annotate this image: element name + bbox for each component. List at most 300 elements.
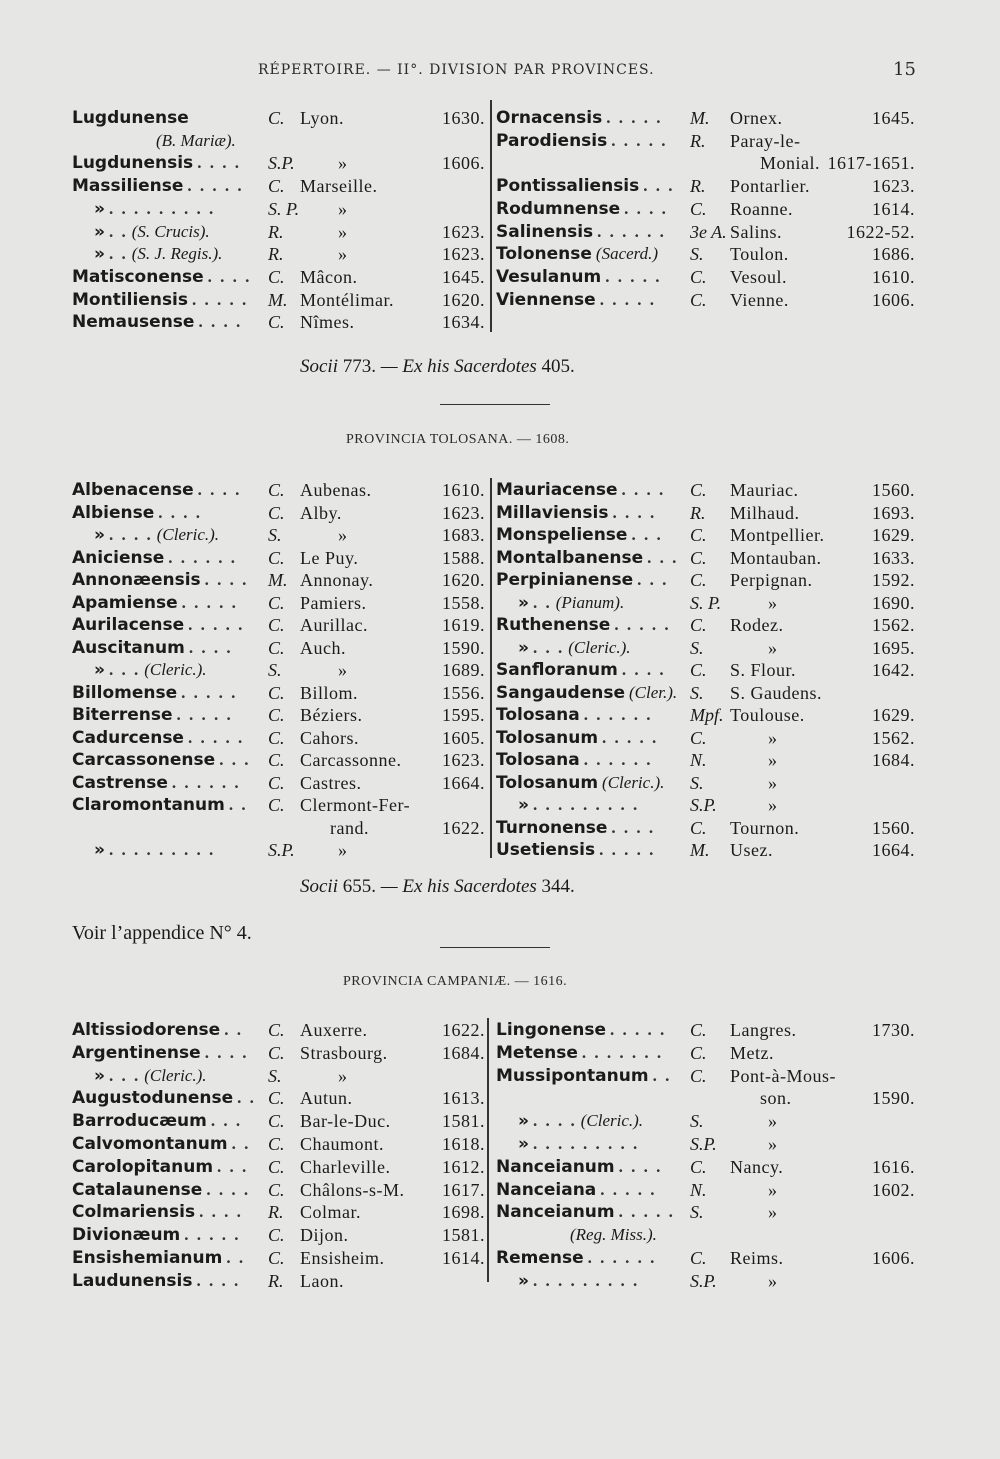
entry-type: C. bbox=[690, 615, 707, 635]
leader-dots: . . . . bbox=[621, 480, 666, 499]
entry-city: » bbox=[338, 198, 348, 219]
entry-row bbox=[0, 1223, 1000, 1247]
entry-city: Pont-à-Mous- bbox=[730, 1065, 836, 1086]
entry-city: Lyon. bbox=[300, 108, 345, 128]
entry-row bbox=[0, 613, 1000, 637]
leader-dots: . . bbox=[224, 1020, 243, 1039]
page-number: 15 bbox=[893, 59, 916, 80]
entry-city: Laon. bbox=[300, 1270, 344, 1291]
entry-name: Lugdunense bbox=[72, 108, 189, 128]
leader-dots: . . . . . bbox=[618, 1202, 675, 1222]
entry-name: Auscitanum . . . . bbox=[72, 637, 233, 658]
entry-name: » . . . (Cleric.). bbox=[518, 637, 631, 658]
entry-name: Apamiense . . . . . bbox=[72, 592, 238, 613]
entry-year: 1562. bbox=[872, 615, 915, 635]
entry-year: 1642. bbox=[872, 660, 915, 680]
entry-city: » bbox=[338, 660, 348, 680]
entry-name: » . . . (Cleric.). bbox=[94, 1065, 207, 1086]
entry-city: Dijon. bbox=[300, 1225, 349, 1246]
entry-name: Monspeliense . . . bbox=[496, 525, 663, 545]
leader-dots: . . . . . . . . . bbox=[108, 840, 216, 859]
entry-type: M. bbox=[690, 840, 710, 860]
entry-type: C. bbox=[268, 1042, 285, 1063]
entry-note: (Sacerd.) bbox=[595, 244, 659, 264]
entry-year: 1695. bbox=[872, 637, 915, 658]
column-divider bbox=[490, 100, 492, 332]
entry-type: C. bbox=[690, 525, 707, 545]
entry-name: Mussipontanum . . bbox=[496, 1065, 672, 1086]
entry-name: » . . (S. J. Regis.). bbox=[94, 244, 223, 265]
entry-city: son. bbox=[760, 1088, 792, 1109]
entry-year: 1558. bbox=[442, 592, 485, 613]
leader-dots: . . . . . bbox=[187, 727, 245, 747]
entry-name: Lugdunensis . . . . bbox=[72, 153, 241, 174]
entry-city: Aubenas. bbox=[300, 480, 372, 500]
entry-city: Montélimar. bbox=[300, 289, 394, 310]
entry-row bbox=[0, 1086, 1000, 1110]
entry-type: R. bbox=[268, 221, 284, 242]
leader-dots: . . bbox=[228, 795, 248, 814]
entry-year: 1623. bbox=[872, 176, 915, 197]
entry-city: Annonay. bbox=[300, 570, 374, 590]
leader-dots: . . bbox=[237, 1088, 256, 1108]
entry-year: 1590. bbox=[872, 1088, 915, 1109]
leader-dots: . . . . . . bbox=[597, 221, 666, 241]
entry-row bbox=[0, 591, 1000, 615]
entry-city: » bbox=[768, 637, 778, 658]
entry-type: S. bbox=[690, 1111, 704, 1132]
entry-row bbox=[0, 1064, 1000, 1088]
entry-row bbox=[0, 1041, 1000, 1065]
leader-dots: . . . . bbox=[199, 1202, 243, 1222]
leader-dots: . . . . . bbox=[181, 592, 238, 612]
entry-row bbox=[0, 197, 1000, 221]
entry-year: 1562. bbox=[872, 727, 915, 748]
entry-city: » bbox=[768, 1202, 778, 1223]
entry-note: (Cleric.). bbox=[144, 1065, 207, 1085]
entry-year: 1595. bbox=[442, 705, 485, 725]
entry-year: 1629. bbox=[872, 525, 915, 545]
entry-year: 1617. bbox=[442, 1179, 485, 1200]
leader-dots: . . . bbox=[210, 1111, 243, 1131]
entry-year: 1634. bbox=[442, 312, 485, 333]
entry-city: Le Puy. bbox=[300, 547, 359, 568]
entry-name: Montiliensis . . . . . bbox=[72, 289, 249, 310]
leader-dots: . . . . bbox=[624, 198, 668, 218]
entry-type: S. bbox=[690, 772, 704, 793]
entry-name: Metense . . . . . . . bbox=[496, 1042, 664, 1063]
entry-city: » bbox=[338, 525, 348, 545]
entry-type: S.P. bbox=[690, 1270, 717, 1291]
entry-name: Claromontanum . . bbox=[72, 795, 248, 815]
entry-name: Massiliense . . . . . bbox=[72, 176, 244, 197]
entry-type: C. bbox=[268, 795, 285, 815]
entry-row bbox=[0, 478, 1000, 502]
entry-name: Ornacensis . . . . . bbox=[496, 108, 663, 128]
entry-city: Ensisheim. bbox=[300, 1248, 385, 1268]
entry-year: 1590. bbox=[442, 637, 485, 658]
entry-name: Colmariensis . . . . bbox=[72, 1202, 243, 1223]
entry-name: Sangaudense (Cler.). bbox=[496, 682, 678, 703]
entry-name: Sanfloranum . . . . bbox=[496, 660, 666, 680]
entry-note: (S. J. Regis.). bbox=[131, 244, 223, 264]
entry-city: Bar-le-Duc. bbox=[300, 1111, 391, 1132]
entry-name: Tolosanum (Cleric.). bbox=[496, 772, 665, 793]
entry-city: Monial. bbox=[760, 153, 820, 174]
entry-type: S. bbox=[268, 1065, 282, 1086]
leader-dots: . . bbox=[231, 1134, 251, 1153]
entry-type: S. bbox=[268, 525, 282, 545]
entry-row bbox=[0, 106, 1000, 130]
entry-name: Nanceianum . . . . bbox=[496, 1156, 663, 1177]
entry-city: » bbox=[338, 1065, 348, 1086]
leader-dots: . . . . bbox=[612, 502, 657, 522]
entry-city: Billom. bbox=[300, 682, 359, 703]
leader-dots: . . . bbox=[217, 1156, 249, 1176]
entry-note: (Cler.). bbox=[629, 682, 678, 702]
entry-city: Auxerre. bbox=[300, 1020, 368, 1040]
entry-type: C. bbox=[690, 1248, 707, 1268]
entry-name: » . . . . . . . . . bbox=[518, 795, 640, 815]
entry-row bbox=[0, 1178, 1000, 1202]
entry-type: C. bbox=[690, 266, 707, 287]
entry-type: S. bbox=[690, 244, 704, 265]
entry-city: Tournon. bbox=[730, 817, 800, 838]
leader-dots: . . . . . bbox=[600, 1179, 657, 1199]
entry-row bbox=[0, 816, 1000, 840]
entry-type: 3e A. bbox=[690, 221, 727, 242]
entry-city: Mauriac. bbox=[730, 480, 799, 500]
entry-city: Chaumont. bbox=[300, 1134, 384, 1154]
entry-city: » bbox=[768, 1179, 778, 1200]
entry-row bbox=[0, 1246, 1000, 1270]
entry-type: S. bbox=[268, 660, 282, 680]
entry-type: R. bbox=[268, 1202, 284, 1223]
entry-city: Milhaud. bbox=[730, 502, 800, 523]
entry-year: 1623. bbox=[442, 244, 485, 265]
entry-city: Vesoul. bbox=[730, 266, 787, 287]
entry-type: N. bbox=[690, 1179, 707, 1200]
entry-type: C. bbox=[268, 615, 285, 635]
entry-row bbox=[0, 793, 1000, 817]
entry-type: C. bbox=[268, 547, 285, 568]
entry-name: Tolosana . . . . . . bbox=[496, 705, 653, 725]
entry-city: Marseille. bbox=[300, 176, 378, 197]
entry-city: » bbox=[768, 750, 778, 770]
leader-dots: . . . . bbox=[198, 312, 243, 332]
entry-type: S. bbox=[690, 637, 704, 658]
leader-dots: . . . bbox=[637, 570, 669, 589]
entry-row bbox=[0, 681, 1000, 705]
entry-name: Albiense . . . . bbox=[72, 502, 203, 523]
entry-type: M. bbox=[268, 570, 288, 590]
entry-note: (B. Mariæ). bbox=[156, 130, 236, 150]
entry-type: S.P. bbox=[690, 1134, 717, 1154]
entry-city: Clermont-Fer- bbox=[300, 795, 411, 815]
entry-name: Catalaunense . . . . bbox=[72, 1179, 251, 1200]
entry-city: Carcassonne. bbox=[300, 750, 402, 770]
leader-dots: . . . . bbox=[197, 153, 241, 173]
entry-city: » bbox=[338, 221, 348, 242]
entry-year: 1689. bbox=[442, 660, 485, 680]
entry-city: Cahors. bbox=[300, 727, 359, 748]
entry-year: 1560. bbox=[872, 817, 915, 838]
entry-name: Argentinense . . . . bbox=[72, 1042, 249, 1063]
section-title-tolosana: PROVINCIA TOLOSANA. — 1608. bbox=[346, 432, 570, 447]
entry-year: 1560. bbox=[872, 480, 915, 500]
entry-year: 1602. bbox=[872, 1179, 915, 1200]
entry-row bbox=[0, 1200, 1000, 1224]
entry-row bbox=[0, 636, 1000, 660]
entry-year: 1610. bbox=[872, 266, 915, 287]
entry-type: M. bbox=[268, 289, 288, 310]
leader-dots: . . . . . bbox=[188, 615, 245, 634]
leader-dots: . . . . . bbox=[187, 176, 244, 196]
leader-dots: . . . . bbox=[196, 1270, 241, 1290]
entry-row bbox=[0, 1109, 1000, 1133]
entry-name: Tolosanum . . . . . bbox=[496, 727, 659, 748]
leader-dots: . . bbox=[532, 592, 552, 612]
entry-year: 1614. bbox=[872, 198, 915, 219]
leader-dots: . . bbox=[226, 1248, 246, 1267]
entry-year: 1623. bbox=[442, 221, 485, 242]
leader-dots: . . . . . bbox=[184, 1225, 241, 1245]
section-divider bbox=[440, 947, 550, 948]
entry-row bbox=[0, 771, 1000, 795]
entry-type: C. bbox=[268, 1248, 285, 1268]
entry-year: 1613. bbox=[442, 1088, 485, 1109]
entry-name: Cadurcense . . . . . bbox=[72, 727, 245, 748]
entry-name: Remense . . . . . . bbox=[496, 1248, 657, 1268]
leader-dots: . . . . . bbox=[176, 705, 233, 724]
entry-city: Châlons-s-M. bbox=[300, 1179, 405, 1200]
entry-type: S. P. bbox=[690, 592, 722, 613]
entry-type: C. bbox=[690, 660, 707, 680]
entry-name: Pontissaliensis . . . bbox=[496, 176, 675, 197]
entry-year: 1622. bbox=[442, 817, 485, 838]
entry-type: C. bbox=[690, 480, 707, 500]
entry-type: C. bbox=[268, 1156, 285, 1177]
entry-year: 1612. bbox=[442, 1156, 485, 1177]
entry-type: C. bbox=[690, 817, 707, 838]
entry-year: 1606. bbox=[872, 1248, 915, 1268]
entry-type: C. bbox=[690, 289, 707, 310]
entry-city: Aurillac. bbox=[300, 615, 368, 635]
entry-row bbox=[0, 726, 1000, 750]
entry-row bbox=[0, 265, 1000, 289]
entry-name: Perpinianense . . . bbox=[496, 570, 669, 590]
leader-dots: . . . . bbox=[618, 1156, 663, 1176]
leader-dots: . . . bbox=[108, 1065, 141, 1085]
entry-year: 1588. bbox=[442, 547, 485, 568]
entry-row bbox=[0, 1155, 1000, 1179]
entry-type: R. bbox=[690, 502, 706, 523]
entry-city: Pontarlier. bbox=[730, 176, 810, 197]
entry-city: » bbox=[338, 244, 348, 265]
entry-name: Usetiensis . . . . . bbox=[496, 840, 656, 860]
entry-type: R. bbox=[690, 176, 706, 197]
entry-name: Castrense . . . . . . bbox=[72, 772, 241, 793]
entry-name: Parodiensis . . . . . bbox=[496, 130, 668, 151]
entry-year: 1616. bbox=[872, 1156, 915, 1177]
entry-year: 1686. bbox=[872, 244, 915, 265]
entry-type: S.P. bbox=[268, 153, 295, 174]
entry-type: C. bbox=[690, 570, 707, 590]
entry-name: Turnonense . . . . bbox=[496, 817, 656, 838]
entry-type: C. bbox=[268, 480, 285, 500]
entry-year: 1606. bbox=[872, 289, 915, 310]
leader-dots: . . bbox=[652, 1065, 672, 1085]
entry-city: Colmar. bbox=[300, 1202, 361, 1223]
leader-dots: . . . . bbox=[611, 817, 656, 837]
entry-type: C. bbox=[268, 750, 285, 770]
entry-city: Strasbourg. bbox=[300, 1042, 388, 1063]
leader-dots: . . . . bbox=[108, 525, 153, 544]
entry-note: (Cleric.). bbox=[580, 1111, 644, 1131]
leader-dots: . . bbox=[108, 221, 128, 241]
entry-type: C. bbox=[268, 108, 285, 128]
entry-name: » . . . . (Cleric.). bbox=[94, 525, 220, 545]
leader-dots: . . . bbox=[108, 660, 141, 679]
entry-type: C. bbox=[690, 1156, 707, 1177]
entry-type: C. bbox=[268, 682, 285, 703]
entry-name: Viennense . . . . . bbox=[496, 289, 656, 310]
entry-city: Autun. bbox=[300, 1088, 353, 1109]
entry-note: (Cleric.). bbox=[144, 660, 207, 679]
entry-name: » . . . . . . . . . bbox=[94, 840, 216, 860]
entry-name: Biterrense . . . . . bbox=[72, 705, 233, 725]
entry-city: Castres. bbox=[300, 772, 362, 793]
entry-city: Paray-le- bbox=[730, 130, 801, 151]
leader-dots: . . . . bbox=[188, 637, 233, 657]
leader-dots: . . . . bbox=[204, 570, 249, 589]
entry-city: Béziers. bbox=[300, 705, 363, 725]
leader-dots: . . . . bbox=[206, 1179, 251, 1199]
entry-name: Annonæensis . . . . bbox=[72, 570, 249, 590]
entry-year: 1730. bbox=[872, 1020, 915, 1040]
entry-row bbox=[0, 1018, 1000, 1042]
entry-name: Nemausense . . . . bbox=[72, 312, 243, 333]
entry-year: 1618. bbox=[442, 1134, 485, 1154]
entry-year: 1614. bbox=[442, 1248, 485, 1268]
entry-note: (Cleric.). bbox=[602, 772, 665, 792]
entry-row bbox=[0, 1269, 1000, 1293]
entry-city: » bbox=[768, 1134, 778, 1154]
leader-dots: . . . . . . bbox=[583, 750, 653, 769]
entry-city: » bbox=[768, 1111, 778, 1132]
entry-year: 1622. bbox=[442, 1020, 485, 1040]
entry-city: Roanne. bbox=[730, 198, 793, 219]
leader-dots: . . . . . . . . . bbox=[532, 1134, 640, 1153]
entry-name: » . . . . . . . . . bbox=[518, 1270, 640, 1291]
entry-year: 1619. bbox=[442, 615, 485, 635]
entry-city: Mâcon. bbox=[300, 266, 358, 287]
entry-row bbox=[0, 703, 1000, 727]
entry-type: S.P. bbox=[268, 840, 295, 860]
entry-note: (Reg. Miss.). bbox=[570, 1225, 657, 1245]
entry-type: C. bbox=[268, 1111, 285, 1132]
entry-city: Toulouse. bbox=[730, 705, 805, 725]
entry-name: » . . . . (Cleric.). bbox=[518, 1111, 644, 1132]
entry-row bbox=[0, 546, 1000, 570]
leader-dots: . . . . . bbox=[602, 727, 659, 747]
page-header bbox=[0, 59, 1000, 86]
entry-type: C. bbox=[268, 592, 285, 613]
entry-city: Salins. bbox=[730, 221, 783, 242]
entry-year: 1556. bbox=[442, 682, 485, 703]
entry-type: C. bbox=[690, 1020, 707, 1040]
entry-name: » . . . . . . . . . bbox=[518, 1134, 640, 1154]
entry-city: Auch. bbox=[300, 637, 346, 658]
entry-type: C. bbox=[690, 547, 707, 568]
entry-city: Usez. bbox=[730, 840, 773, 860]
entry-name: Altissiodorense . . bbox=[72, 1020, 243, 1040]
leader-dots: . . bbox=[108, 244, 128, 264]
entry-year: 1664. bbox=[872, 840, 915, 860]
entry-year: 1633. bbox=[872, 547, 915, 568]
entry-row bbox=[0, 501, 1000, 525]
running-title: RÉPERTOIRE. — II°. DIVISION PAR PROVINCES. bbox=[258, 62, 655, 78]
entry-year: 1684. bbox=[442, 1042, 485, 1063]
entry-name: » . . . (Cleric.). bbox=[94, 660, 207, 680]
entry-year: 1592. bbox=[872, 570, 915, 590]
entry-year: 1622-52. bbox=[846, 221, 915, 242]
block1-summary: Socii 773. — Ex his Sacerdotes 405. bbox=[300, 356, 575, 377]
leader-dots: . . . . . bbox=[610, 1020, 667, 1039]
entry-type: C. bbox=[268, 727, 285, 748]
entry-name: Divionæum . . . . . bbox=[72, 1225, 241, 1246]
leader-dots: . . . . . bbox=[605, 266, 662, 286]
tolosana-summary: Socii 655. — Ex his Sacerdotes 344. bbox=[300, 876, 575, 897]
appendix-note: Voir l’appendice N° 4. bbox=[72, 922, 252, 944]
entry-year: 1623. bbox=[442, 750, 485, 770]
entry-name: Carcassonense . . . bbox=[72, 750, 251, 770]
column-divider bbox=[487, 1018, 489, 1282]
entry-row bbox=[0, 523, 1000, 547]
entry-city: Nancy. bbox=[730, 1156, 784, 1177]
leader-dots: . . . bbox=[647, 547, 679, 567]
entry-year: 1698. bbox=[442, 1202, 485, 1223]
leader-dots: . . . . bbox=[532, 1111, 577, 1131]
leader-dots: . . . . bbox=[197, 480, 242, 499]
entry-name: » . . (Pianum). bbox=[518, 592, 625, 613]
entry-name: Billomense . . . . . bbox=[72, 682, 238, 703]
entry-row bbox=[0, 242, 1000, 266]
entry-type: S.P. bbox=[690, 795, 717, 815]
entry-type: C. bbox=[268, 1225, 285, 1246]
leader-dots: . . . . . bbox=[611, 130, 668, 150]
entry-row bbox=[0, 1132, 1000, 1156]
entry-type: R. bbox=[268, 244, 284, 265]
entry-city: » bbox=[768, 772, 778, 793]
entry-year: 1690. bbox=[872, 592, 915, 613]
entry-name: Ensishemianum . . bbox=[72, 1248, 246, 1268]
leader-dots: . . . . . bbox=[614, 615, 671, 634]
entry-row bbox=[0, 658, 1000, 682]
entry-city: » bbox=[338, 153, 348, 174]
entry-name: Aniciense . . . . . . bbox=[72, 547, 238, 568]
leader-dots: . . . . bbox=[621, 660, 666, 679]
entry-year: 1684. bbox=[872, 750, 915, 770]
entry-name: Carolopitanum . . . bbox=[72, 1156, 249, 1177]
entry-year: 1693. bbox=[872, 502, 915, 523]
leader-dots: . . . . . . bbox=[583, 705, 653, 724]
entry-name: Rodumnense . . . . bbox=[496, 198, 668, 219]
entry-row bbox=[0, 288, 1000, 312]
entry-city: » bbox=[768, 592, 778, 613]
leader-dots: . . . . . bbox=[192, 289, 249, 309]
entry-year: 1610. bbox=[442, 480, 485, 500]
